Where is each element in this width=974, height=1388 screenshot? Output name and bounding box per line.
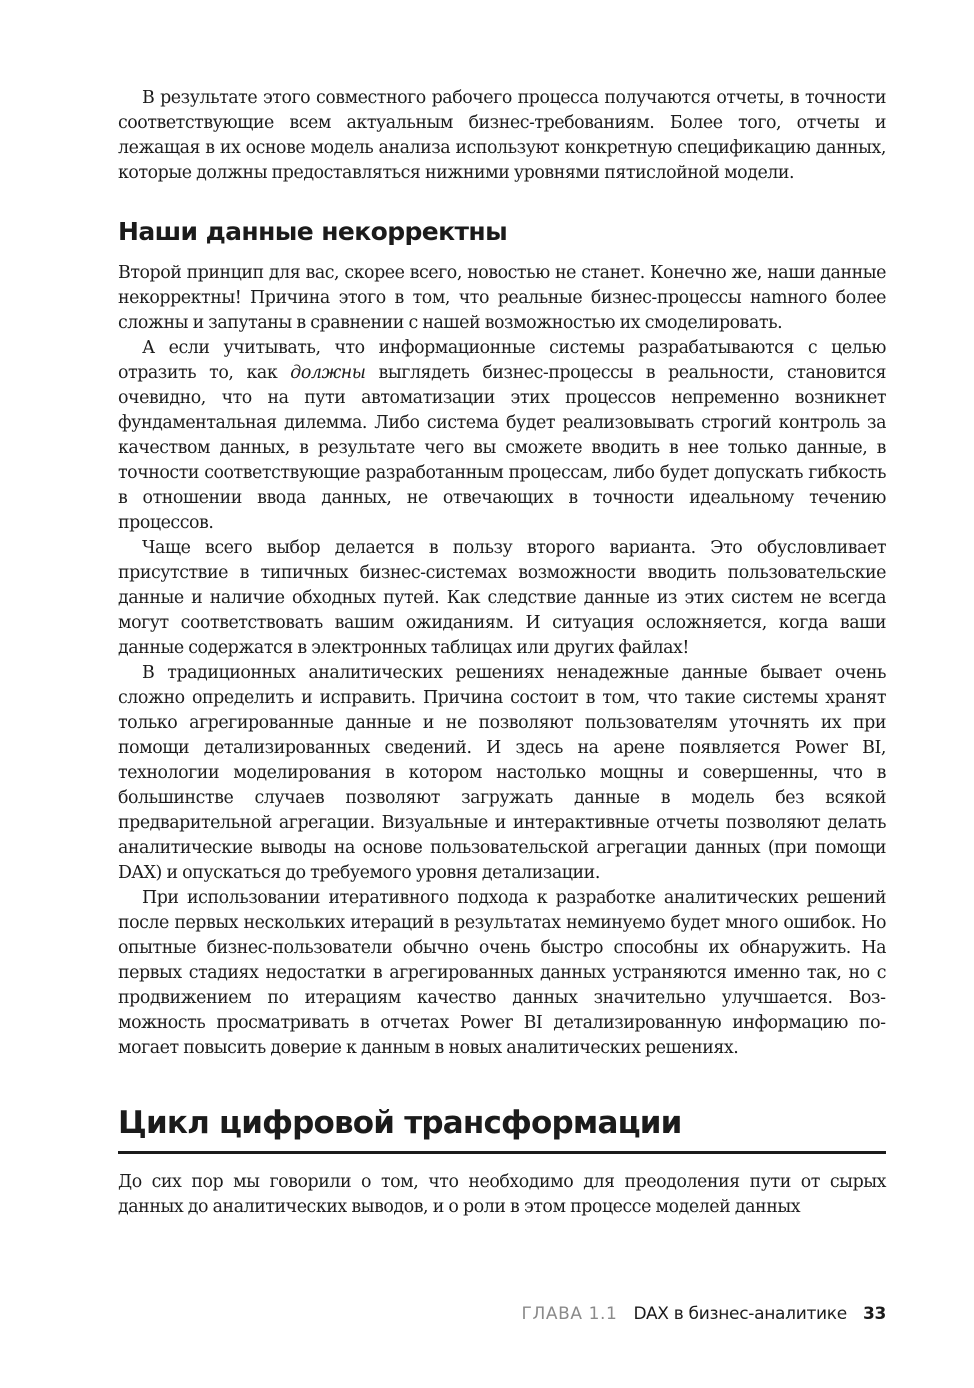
section1-paragraph-5: При использовании итеративного подхода к разработке аналитических решений после первых нескольких итераций в результатах неминуемо будет много ошибок. Но опытные бизнес-пользователи обычно очень быстро способны их обнаружить. На первых стадиях недостатки в агрегированных данных устраняются именно так, но с продвижением по итерациям качество данных значительно улучшается. Возможность просматривать в отчетах Power BI детализированную информацию помогает повысить доверие к данным в новых аналитических решениях. (118, 888, 886, 1058)
section1-paragraph-4: В традиционных аналитических решениях ненадежные данные бывает очень сложно определить и исправить. Причина состоит в том, что такие системы хранят только агрегированные данные и не позволяют пользователям уточнять их при помощи детализированных сведений. И здесь на арене появляется Power BI, технологии моделирования в котором настолько мощны и совершенны, что в большинстве случаев позволяют загружать данные в модель без всякой предварительной агрегации. Визуальные и интерактивные отчеты позволяют делать аналитические выводы на основе пользовательской агрегации данных (при помощи DAX) и опускаться до требуемого уровня детализации. (118, 663, 886, 883)
emphasis-word-should: должны (290, 363, 366, 383)
section1-p2-text-before: А если учитывать, что информационные системы разрабатываются с целью отразить то, как (118, 338, 886, 383)
footer-chapter-label: ГЛАВА 1.1 (521, 1304, 618, 1324)
page-footer (522, 1302, 886, 1326)
section-heading-digital-transformation: Цикл цифровой трансформации (118, 1103, 886, 1154)
footer-book-title: DAX в бизнес-аналитике (633, 1304, 847, 1324)
section1-paragraph-1: Второй принцип для вас, скорее всего, новостью не станет. Конечно же, наши данные некорректны! Причина этого в том, что реальные бизнес-процессы наmного более сложны и запутаны в сравнении с нашей возможностью их смоделировать. (118, 263, 886, 333)
section1-paragraph-2 (118, 336, 886, 536)
section2-paragraph-1: До сих пор мы говорили о том, что необходимо для преодоления пути от сырых данных до аналитических выводов, и о роли в этом процессе моделей данных (118, 1172, 886, 1217)
section1-p2-text-after: выглядеть бизнес-процессы в реальности, становится очевидно, что на пути автоматизации этих процессов непременно возникнет фундаментальная дилемма. Либо система будет реализовывать строгий контроль за качеством данных, в результате чего вы сможете вводить в нее только данные, в точности соответствующие разработанным процессам, либо будет допускать гибкость в отношении ввода данных, не отвечающих в точности идеальному течению процессов. (118, 363, 886, 533)
page-content (118, 86, 886, 1220)
intro-paragraph: В результате этого совместного рабочего процесса получаются отчеты, в точности соответствующие всем актуальным бизнес-требованиям. Более того, отчеты и лежащая в их основе модель анализа используют конкретную спецификацию данных, которые должны предоставляться нижними уровнями пятислойной модели. (118, 88, 886, 183)
section-heading-data-incorrect: Наши данные некорректны (118, 217, 508, 246)
page-number: 33 (862, 1304, 886, 1324)
section1-paragraph-3: Чаще всего выбор делается в пользу второго варианта. Это обусловливает присутствие в типичных бизнес-системах возможности вводить пользовательские данные и наличие обходных путей. Как следствие данные из этих систем не всегда могут соответствовать вашим ожиданиям. И ситуация осложняется, когда ваши данные содержатся в электронных таблицах или других файлах! (118, 538, 886, 658)
